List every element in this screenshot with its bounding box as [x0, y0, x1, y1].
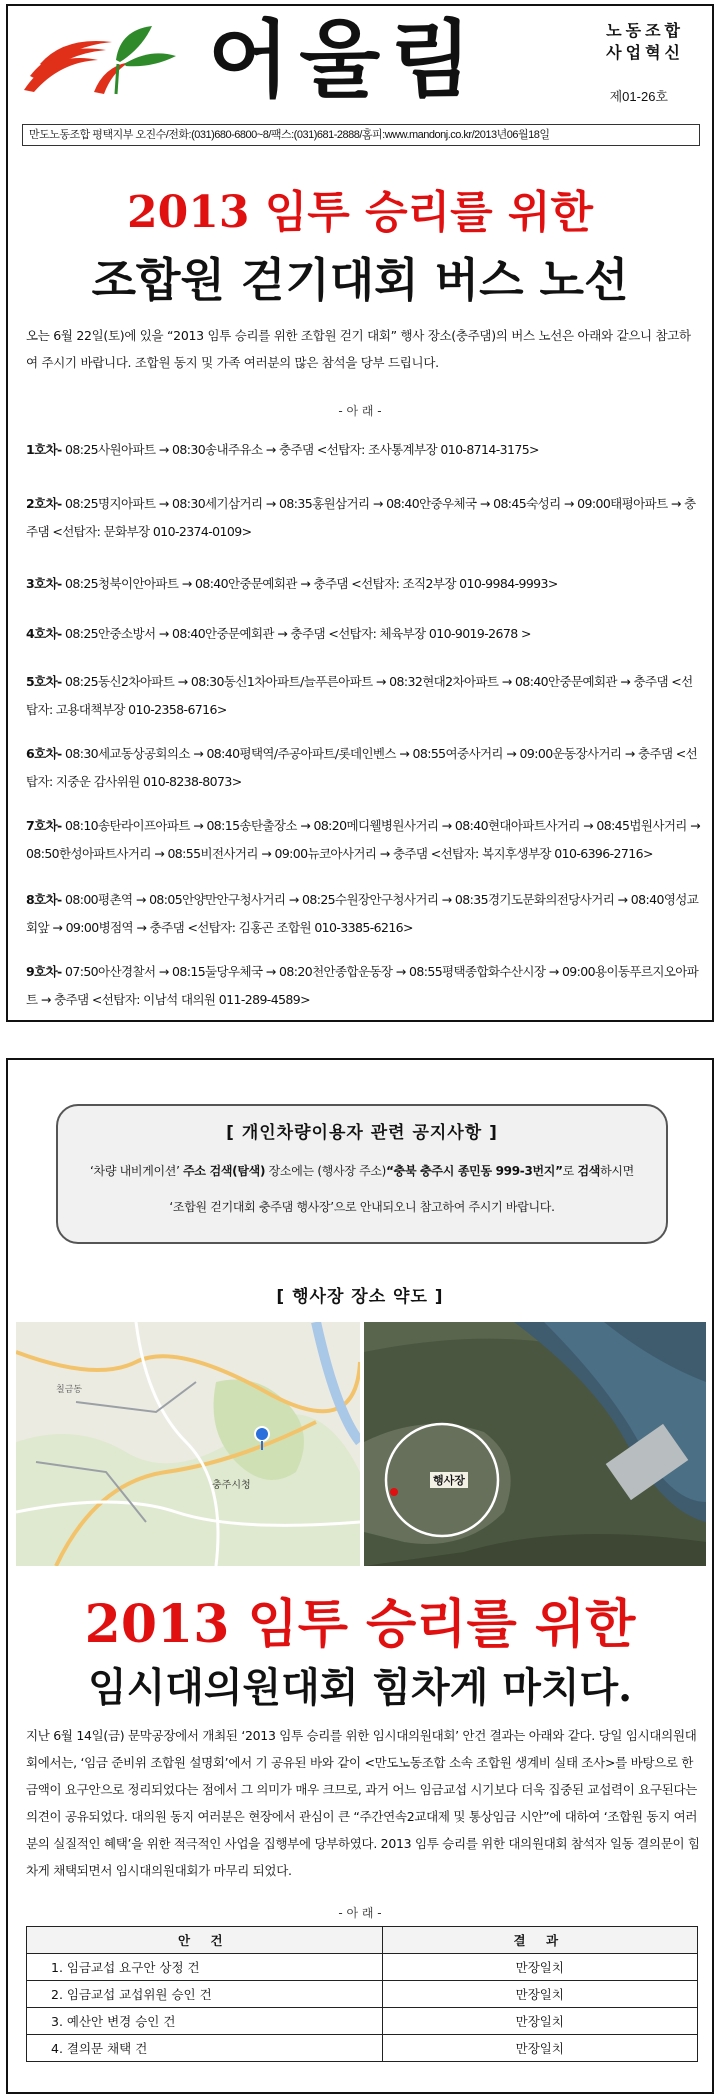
agenda-item: 3. 예산안 변경 승인 건 [27, 2008, 383, 2035]
bus-route-label: 1호차- [26, 442, 62, 457]
agenda-result: 만장일치 [382, 2035, 697, 2062]
private-car-notice-box [56, 1104, 668, 1244]
bus-route-label: 4호차- [26, 626, 62, 641]
bus-route-text: 08:25안중소방서 → 08:40안중문예회관 → 충주댐 <선탑자: 체육부장 010-9019-2678 > [65, 626, 531, 641]
notice-text: 하시면 [600, 1164, 634, 1178]
bus-route-text: 08:25명지아파트 → 08:30세기삼거리 → 08:35홍원삼거리 → 08:40안중우체국 → 08:45숙성리 → 09:00태평아파트 → 충주댐 <선탑자: 문화부장 010-2374-0109> [26, 496, 696, 539]
bus-route-text: 08:30세교동상공회의소 → 08:40평택역/주공아파트/롯데인벤스 → 08:55여중사거리 → 09:00운동장사거리 → 충주댐 <선탑자: 지중운 감사위원 010-8238-8073> [26, 746, 698, 789]
contact-info-bar: 만도노동조합 평택지부 오진수/전화:(031)680-6800~8/팩스:(031)681-2888/홈피:www.mandonj.co.kr/2013년06월18일 [22, 124, 700, 146]
event-address: “충북 충주시 종민동 999-3번지” [386, 1164, 563, 1178]
table-header-row [27, 1927, 698, 1954]
notice-text: 장소에는 (행사장 주소) [268, 1164, 387, 1178]
bus-route-label: 7호차- [26, 818, 62, 833]
bus-route-text: 08:25사원아파트 → 08:30송내주유소 → 충주댐 <선탑자: 조사통계부장 010-8714-3175> [65, 442, 539, 457]
bus-route-label: 3호차- [26, 576, 62, 591]
table-row [27, 2008, 698, 2035]
bus-route-9 [26, 958, 702, 1014]
bus-route-4 [26, 620, 702, 648]
article-1-intro: 오는 6월 22일(토)에 있을 “2013 임투 승리를 위한 조합원 걷기 대회” 행사 장소(충주댐)의 버스 노선은 아래와 같으니 참고하여 주시기 바랍니다. 조합원 동지 및 가족 여러분의 많은 참석을 당부 드립니다. [26, 328, 691, 370]
agenda-item: 4. 결의문 채택 건 [27, 2035, 383, 2062]
map-city-label: 충주시청 [212, 1480, 251, 1491]
notice-text: ‘차량 내비게이션’ [90, 1164, 180, 1178]
agenda-results-table [26, 1926, 698, 2062]
article-1-separator: - 아 래 - [338, 404, 382, 418]
article-1-headline-red: 2013 임투 승리를 위한 [127, 187, 593, 238]
bus-route-7 [26, 812, 702, 868]
notice-line-1 [58, 1162, 666, 1179]
bus-route-label: 6호차- [26, 746, 62, 761]
bus-route-text: 07:50아산경찰서 → 08:15둘당우체국 → 08:20천안종합운동장 → 08:55평택종합화수산시장 → 09:00용이동푸르지오아파트 → 충주댐 <선탑자: 이남석 대의원 011-289-4589> [26, 964, 699, 1007]
bus-route-text: 08:00평촌역 → 08:05안양만안구청사거리 → 08:25수원장안구청사거리 → 08:35경기도문화의전당사거리 → 08:40영성교회앞 → 09:00병점역 → 충주댐 <선탑자: 김홍곤 조합원 010-3385-6216> [26, 892, 699, 935]
map-district-label: 칠금동 [56, 1385, 83, 1395]
bus-route-label: 5호차- [26, 674, 62, 689]
satellite-map-image [364, 1322, 706, 1566]
agenda-item: 1. 임금교섭 요구안 상정 건 [27, 1954, 383, 1981]
newsletter-subtitle [606, 20, 684, 64]
newsletter-title: 어울림 [208, 11, 482, 109]
notice-emphasis: 주소 검색(탐색) [183, 1164, 266, 1178]
article-1-headline-black: 조합원 걷기대회 버스 노선 [91, 253, 629, 307]
table-row [27, 2035, 698, 2062]
article-2-body: 지난 6월 14일(금) 문막공장에서 개최된 ‘2013 임투 승리를 위한 임시대의원대회’ 안건 결과는 아래와 같다. 당일 임시대의원대회에서는, ‘임금 준비위 조합원 설명회’에서 기 공유된 바와 같이 <만도노동조합 소속 조합원 생계비 실태 조사>를 바탕으로 한 금액이 요구안으로 정리되었다는 점에서 그 의미가 매우 크므로, 과거 어느 임금교섭 시기보다 더욱 집중된 교섭력이 요구된다는 의견이 공유되었다. 대의원 동지 여러분은 현장에서 관심이 큰 “주간연속2교대제 및 통상임금 시안”에 대하여 ‘조합원 동지 여러분의 실질적인 혜택’을 위한 적극적인 사업을 집행부에 당부하였다. 2013 임투 승리를 위한 대의원대회 참석자 일동 결의문이 힘차게 채택되면서 임시대의원대회가 마무리 되었다. [26, 1728, 700, 1878]
masthead [8, 6, 712, 118]
bus-route-text: 08:25청북이안아파트 → 08:40안중문예회관 → 충주댐 <선탑자: 조직2부장 010-9984-9993> [65, 576, 558, 591]
bus-route-6 [26, 740, 702, 796]
event-site-label: 행사장 [430, 1472, 468, 1488]
notice-title: [ 개인차량이용자 관련 공지사항 ] [226, 1123, 498, 1143]
newsletter-page-2 [6, 1058, 714, 2094]
bus-route-5 [26, 668, 702, 724]
notice-text: 로 [562, 1164, 574, 1178]
satellite-graphic [364, 1322, 706, 1566]
bus-route-label: 9호차- [26, 964, 62, 979]
bus-route-8 [26, 886, 702, 942]
union-logo [20, 20, 180, 98]
bus-route-label: 2호차- [26, 496, 62, 511]
subtitle-line-2: 사업혁신 [606, 43, 684, 62]
agenda-result: 만장일치 [382, 1954, 697, 1981]
bus-route-label: 8호차- [26, 892, 62, 907]
table-row [27, 1954, 698, 1981]
road-map-graphic [16, 1322, 360, 1566]
article-2-headline-red: 2013 임투 승리를 위한 [84, 1594, 636, 1655]
issue-number: 제01-26호 [609, 89, 668, 104]
bus-route-3 [26, 570, 702, 598]
article-2-headline-black: 임시대의원대회 힘차게 마치다. [87, 1664, 633, 1711]
newsletter-page-1 [6, 4, 714, 1022]
notice-line-2: ‘조합원 걷기대회 충주댐 행사장’으로 안내되오니 참고하여 주시기 바랍니다. [169, 1200, 555, 1214]
article-2-separator: - 아 래 - [338, 1906, 382, 1920]
road-map-image [16, 1322, 360, 1566]
column-header-result: 결 과 [382, 1927, 697, 1954]
map-title: [ 행사장 장소 약도 ] [276, 1287, 444, 1307]
agenda-result: 만장일치 [382, 1981, 697, 2008]
table-row [27, 1981, 698, 2008]
notice-emphasis: 검색 [577, 1164, 601, 1178]
bus-route-text: 08:25동신2차아파트 → 08:30동신1차아파트/늘푸른아파트 → 08:32현대2차아파트 → 08:40안중문예회관 → 충주댐 <선탑자: 고용대책부장 010-2358-6716> [26, 674, 693, 717]
bus-route-1 [26, 436, 702, 464]
column-header-agenda: 안 건 [27, 1927, 383, 1954]
bus-route-text: 08:10송탄라이프아파트 → 08:15송탄출장소 → 08:20메디웰병원사거리 → 08:40현대아파트사거리 → 08:45법원사거리 → 08:50한성아파트사거리 → 08:55비전사거리 → 09:00뉴코아사거리 → 충주댐 <선탑자: 복지후생부장 010-6396-2716> [26, 818, 701, 861]
agenda-item: 2. 임금교섭 교섭위원 승인 건 [27, 1981, 383, 2008]
bus-route-2 [26, 490, 702, 546]
subtitle-line-1: 노동조합 [606, 21, 684, 40]
agenda-result: 만장일치 [382, 2008, 697, 2035]
